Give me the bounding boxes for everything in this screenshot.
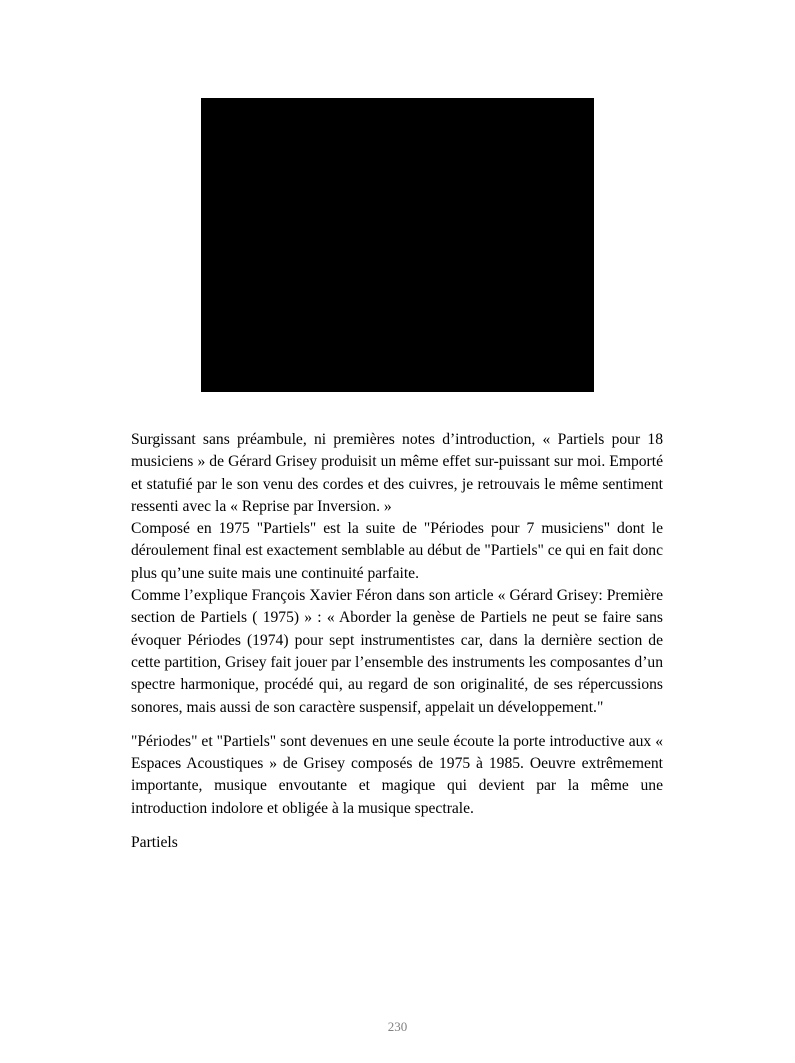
page-number: 230 bbox=[387, 1019, 408, 1034]
body-text bbox=[131, 429, 663, 854]
paragraph-partiels: Partiels bbox=[131, 834, 178, 852]
paragraph-compose: Composé en 1975 "Partiels" est la suite de "Périodes pour 7 musiciens" dont le déroulement final est exactement semblable au début de "Partiels" ce qui en fait donc plus qu’une suite mais une continuité parfaite. bbox=[131, 520, 663, 582]
paragraph-periodes: "Périodes" et "Partiels" sont devenues en une seule écoute la porte introductive aux « Espaces Acoustiques » de Grisey composés de 1975 à 1985. Oeuvre extrêmement importante, musique envoutante et magique qui devient par la même une introduction indolore et obligée à la musique spectrale. bbox=[131, 732, 663, 817]
paragraph-quote: Comme l’explique François Xavier Féron dans son article « Gérard Grisey: Première section de Partiels ( 1975) » : « Aborder la genèse de Partiels ne peut se faire sans évoquer Périodes (1974) pour sept instrumentistes car, dans la dernière section de cette partition, Grisey fait jouer par l’ensemble des instruments les composantes d’un spectre harmonique, procédé qui, au regard de son originalité, de ses répercussions sonores, mais aussi de son caractère suspensif, appelait un développement." bbox=[131, 587, 663, 716]
paragraph-intro: Surgissant sans préambule, ni premières notes d’introduction, « Partiels pour 18 musiciens » de Gérard Grisey produisit un même effet sur-puissant sur moi. Emporté et statufié par le son venu des cordes et des cuivres, je retrouvais le même sentiment ressenti avec la « Reprise par Inversion. » bbox=[131, 431, 663, 515]
black-image-placeholder bbox=[201, 98, 594, 392]
